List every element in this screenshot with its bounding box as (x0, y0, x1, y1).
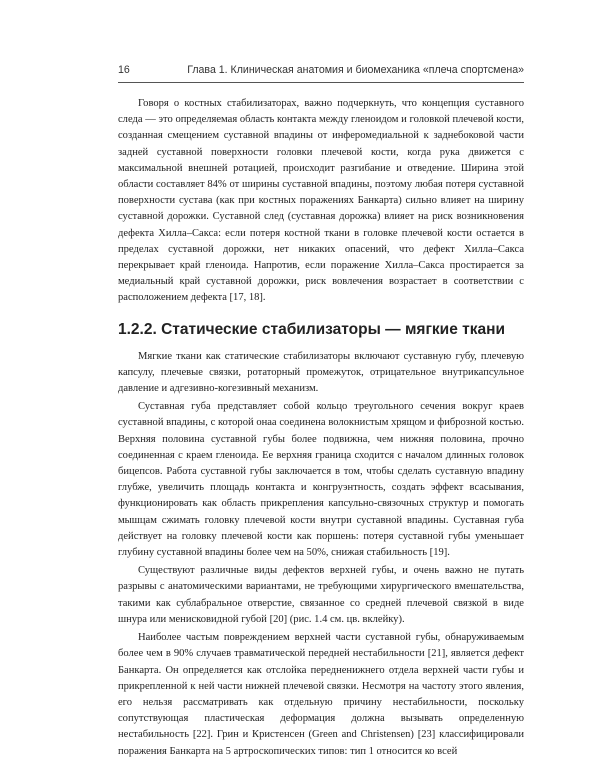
running-header (118, 62, 524, 83)
paragraph-bankart-lesion: Наиболее частым повреждением верхней части суставной губы, обнаруживаемым более чем в 90% случаев травматической передней нестабильности [21], является дефект Банкарта. Он определяется как отслойка передненижнего отдела верхней части губы и прикрепленной к ней части нижней плечевой связки. Несмотря на частоту этого явления, его нельзя рассматривать как отдельную причину нестабильности, поскольку сопутствующая пластическая деформация должна вызывать определенную нестабильность [22]. Грин и Кристенсен (Green and Christensen) [23] классифицировали поражения Банкарта на 5 артроскопических типов: тип 1 относится ко всей (118, 632, 524, 757)
paragraph-bone-stabilizers: Говоря о костных стабилизаторах, важно подчеркнуть, что концепция суставного следа — это определяемая область контакта между гленоидом и головкой плечевой кости, созданная смещением суставной впадины от инферомедиальной к заднебоковой части задней суставной поверхности головки плечевой кости, когда рука движется с максимальной внешней ротацией, происходит разгибание и отведение. Ширина этой области составляет 84% от ширины суставной впадины, поэтому любая потеря суставной поверхности сустава (как при костных поражениях Банкарта) сильно влияет на ширину суставной дорожки. Суставной след (суставная дорожка) влияет на риск возникновения дефекта Хилла–Сакса: если потеря костной ткани в головке плечевой кости остается в пределах суставной дорожки, нет никаких опасений, что дефект Хилла–Сакса перекрывает край гленоида. Напротив, если поражение Хилла–Сакса простирается за медиальный край суставной дорожки, риск вовлечения возрастает в соответствии с расположением дефекта [17, 18]. (118, 98, 524, 304)
paragraph-labrum-defects: Существуют различные виды дефектов верхней губы, и очень важно не путать разрывы с анатомическими вариантами, не требующими хирургического вмешательства, такими как сублабральное отверстие, связанное со средней плечевой связкой в виде шнура или менисковидной губой [20] (рис. 1.4 см. цв. вклейку). (118, 565, 524, 625)
page-number: 16 (118, 64, 130, 76)
running-head-title: Глава 1. Клиническая анатомия и биомеханика «плеча спортсмена» (187, 64, 524, 76)
paragraph-soft-tissues: Мягкие ткани как статические стабилизаторы включают суставную губу, плечевую капсулу, плечевые связки, ротаторный промежуток, отрицательное внутрикапсульное давление и адгезивно-когезивный механизм. (118, 350, 524, 395)
page-body (118, 96, 524, 762)
paragraph-labrum: Суставная губа представляет собой кольцо треугольного сечения вокруг краев суставной впадины, с которой онаа соединена волокнистым хрящом и фиброзной костью. Верхняя половина суставной губы более подвижна, чем нижняя половина, прочно соединенная с краем гленоида. Ее верхняя граница сходится с началом длинных головок бицепсов. Работа суставной губы заключается в том, чтобы сделать суставную впадину глубже, увеличить площадь контакта и конгруэнтность, создать эффект всасывания, функционировать как область прикрепления капсульно-связочных структур и помогать мышцам сжимать головку плечевой кости внутри суставной впадины. Суставная губа действует на головку плечевой кости как поршень: потеря суставной губы уменьшает глубину суставной впадины более чем на 50%, снижая стабильность [19]. (118, 401, 524, 559)
section-heading: 1.2.2. Статические стабилизаторы — мягкие ткани (118, 320, 506, 338)
